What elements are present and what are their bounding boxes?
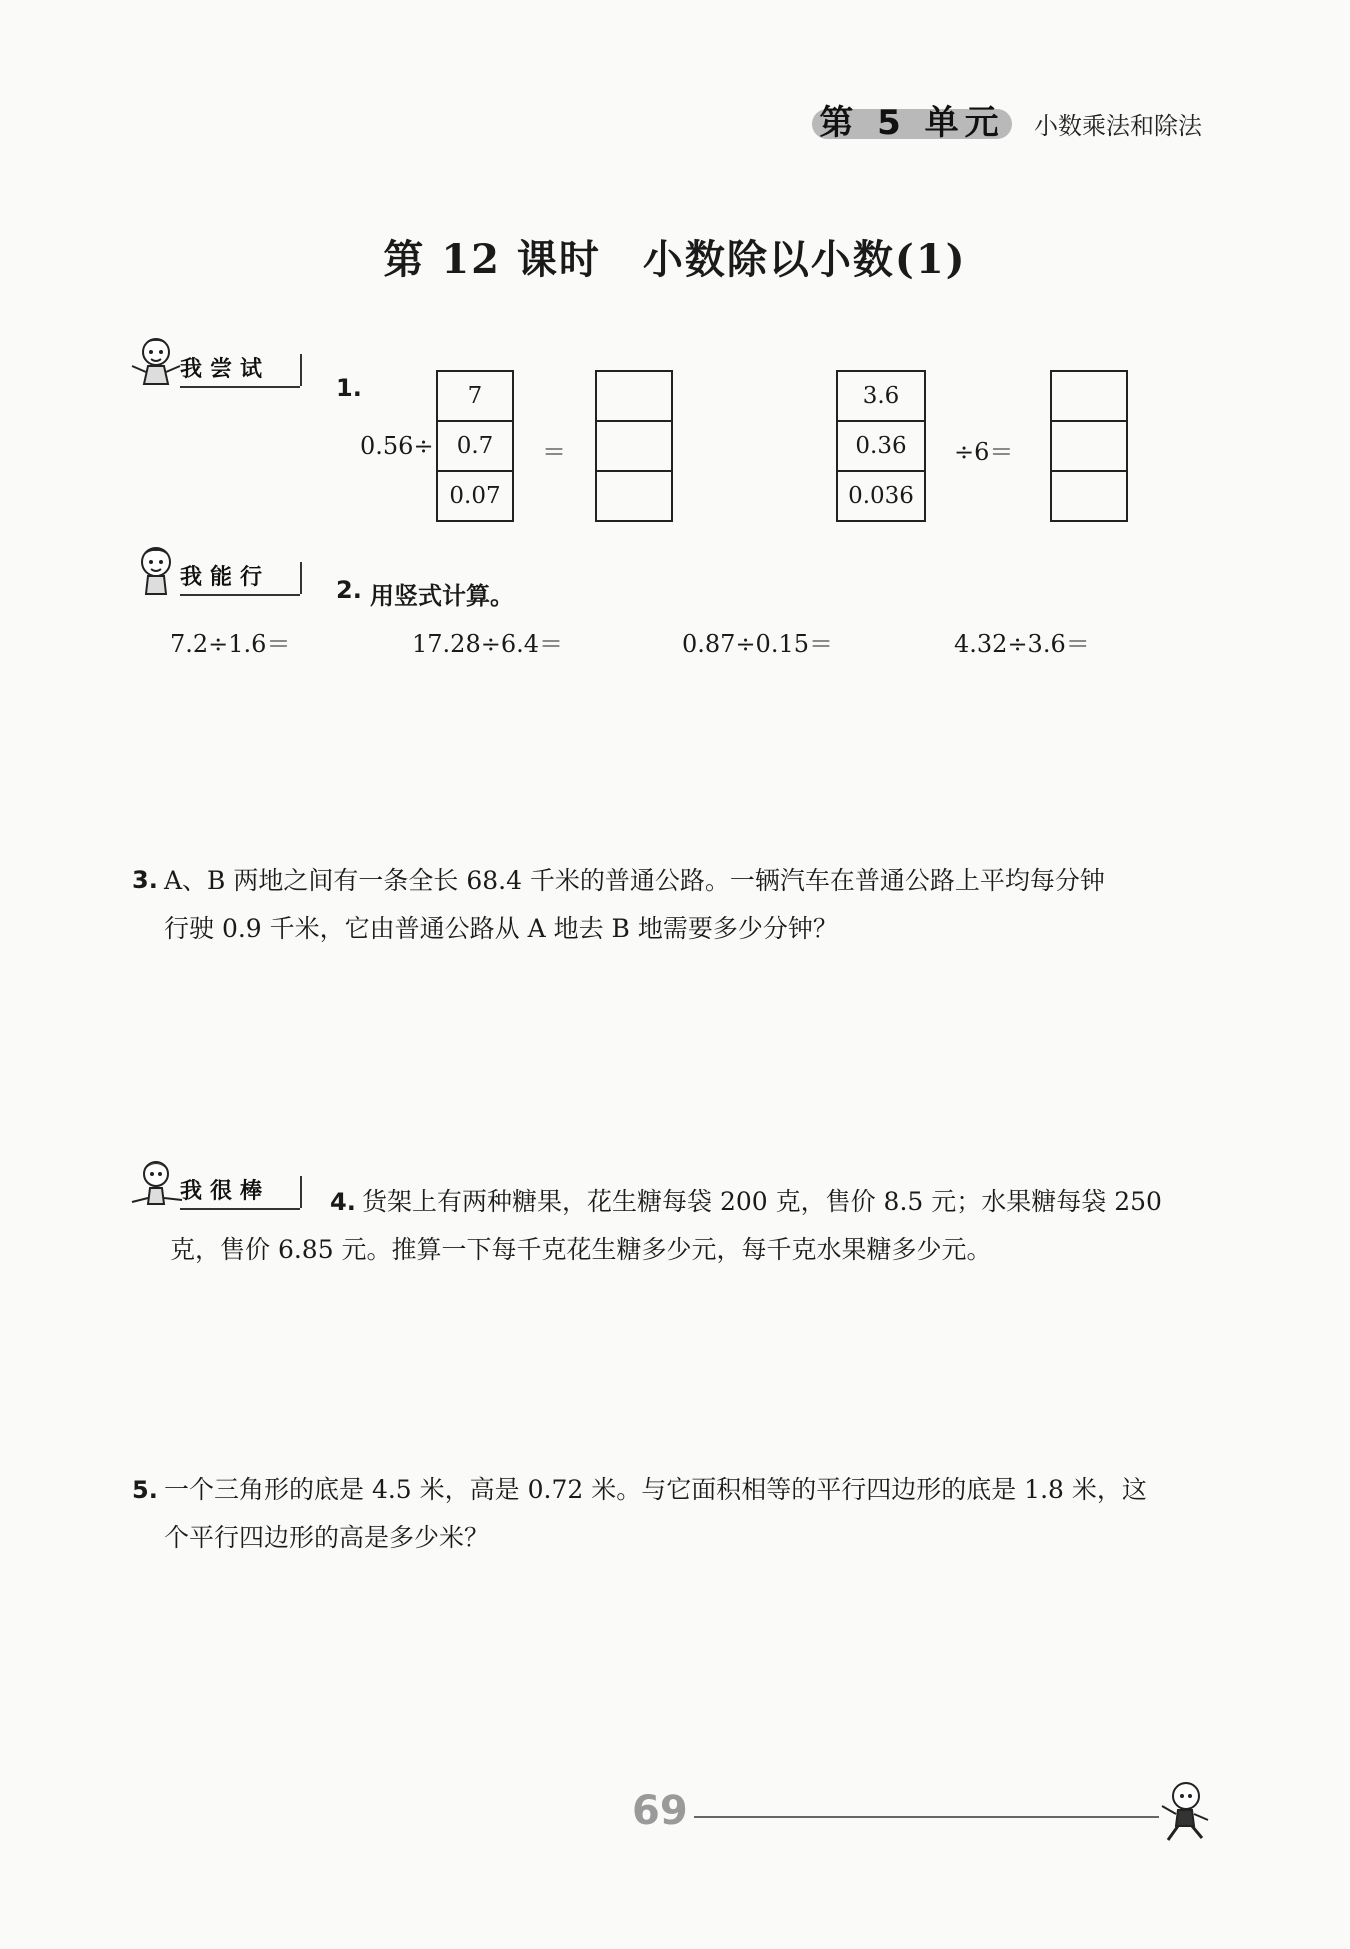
unit-title: 第 5 单元	[819, 103, 1005, 143]
q1-right-answer-2[interactable]	[1052, 422, 1126, 472]
girl-mascot-icon	[128, 540, 188, 604]
q3-number: 3.	[132, 866, 158, 894]
q2-problem-2: 17.28÷6.4＝	[412, 630, 563, 658]
page-number: 69	[632, 1788, 688, 1834]
q2-title: 用竖式计算。	[370, 582, 514, 610]
q1-right-suffix: ÷6＝	[954, 438, 1014, 466]
unit-subtitle: 小数乘法和除法	[1034, 112, 1202, 140]
q1-left-divisor-stack	[436, 370, 514, 522]
footer-rule	[694, 1816, 1159, 1818]
badge-can-do	[128, 540, 308, 604]
q1-left-divisor-2: 0.7	[438, 422, 512, 472]
q1-right-answer-stack	[1050, 370, 1128, 522]
badge-can-do-underline	[180, 594, 300, 596]
q2-number: 2.	[336, 576, 362, 604]
q5-text-line-1: 一个三角形的底是 4.5 米，高是 0.72 米。与它面积相等的平行四边形的底是 1.8 米，这	[164, 1475, 1147, 1504]
badge-try	[128, 332, 308, 396]
girl-mascot-icon	[128, 1154, 188, 1218]
q4-text-line-1: 货架上有两种糖果，花生糖每袋 200 克，售价 8.5 元；水果糖每袋 250	[362, 1187, 1162, 1216]
badge-try-underline	[180, 386, 300, 388]
q4-number: 4.	[330, 1188, 356, 1216]
badge-great-underline	[180, 1208, 300, 1210]
q1-right-dividend-stack	[836, 370, 926, 522]
q1-right-answer-1[interactable]	[1052, 372, 1126, 422]
girl-mascot-icon	[128, 332, 188, 396]
q1-left-divisor-1: 7	[438, 372, 512, 422]
running-mascot-icon	[1150, 1776, 1220, 1846]
q3-text-line-1: A、B 两地之间有一条全长 68.4 千米的普通公路。一辆汽车在普通公路上平均每分钟	[164, 866, 1105, 895]
q1-right-dividend-3: 0.036	[848, 483, 914, 509]
q2-problem-4: 4.32÷3.6＝	[954, 630, 1090, 658]
q5-number: 5.	[132, 1476, 158, 1504]
q1-left-answer-3[interactable]	[597, 472, 671, 520]
q1-right-answer-3[interactable]	[1052, 472, 1126, 520]
q5-text-line-2: 个平行四边形的高是多少米？	[164, 1523, 490, 1552]
badge-can-do-label: 我能行	[180, 562, 302, 594]
lesson-title: 第 12 课时 小数除以小数(1)	[383, 236, 967, 283]
q1-left-divisor-3: 0.07	[449, 483, 501, 509]
unit-banner	[812, 95, 1012, 151]
q1-left-equals: ＝	[542, 438, 566, 466]
q1-right-dividend-2: 0.36	[838, 422, 924, 472]
q2-problem-1: 7.2÷1.6＝	[170, 630, 291, 658]
badge-great	[128, 1154, 308, 1218]
q2-problem-3: 0.87÷0.15＝	[682, 630, 833, 658]
q1-left-answer-stack	[595, 370, 673, 522]
badge-great-label: 我很棒	[180, 1176, 302, 1208]
q1-right-dividend-1: 3.6	[838, 372, 924, 422]
q1-left-dividend: 0.56÷	[360, 432, 434, 460]
q3-text-line-2: 行驶 0.9 千米，它由普通公路从 A 地去 B 地需要多少分钟？	[164, 914, 838, 943]
q1-left-answer-1[interactable]	[597, 372, 671, 422]
q1-left-answer-2[interactable]	[597, 422, 671, 472]
q4-text-line-2: 克，售价 6.85 元。推算一下每千克花生糖多少元，每千克水果糖多少元。	[170, 1235, 992, 1264]
badge-try-label: 我尝试	[180, 354, 302, 386]
q1-number: 1.	[336, 374, 362, 402]
